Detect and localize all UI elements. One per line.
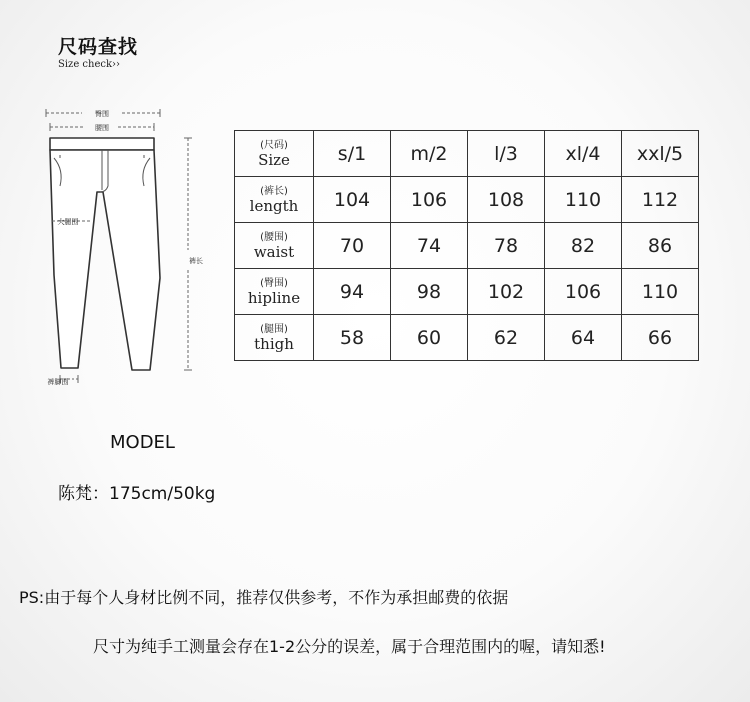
model-heading: MODEL <box>110 432 175 453</box>
disclaimer-note: PS:由于每个人身材比例不同，推荐仅供参考，不作为承担邮费的依据 <box>19 588 509 607</box>
table-cell: 110 <box>622 269 699 315</box>
table-cell: 102 <box>468 269 545 315</box>
table-cell: 82 <box>545 223 622 269</box>
size-label: xl/4 <box>545 131 622 177</box>
row-header <box>235 269 314 315</box>
table-cell: 98 <box>391 269 468 315</box>
hip-label: 臀围 <box>95 110 109 118</box>
table-cell: 110 <box>545 177 622 223</box>
row-header-en: hipline <box>247 288 301 307</box>
table-cell: 112 <box>622 177 699 223</box>
table-cell: 106 <box>545 269 622 315</box>
hipline-row <box>235 269 699 315</box>
waist-label: 腰围 <box>95 124 109 132</box>
table-cell: 94 <box>314 269 391 315</box>
size-header-en: Size <box>258 150 290 169</box>
length-row <box>235 177 699 223</box>
pants-diagram <box>20 100 220 400</box>
table-cell: 60 <box>391 315 468 361</box>
size-header-cn: (尺码) <box>260 139 288 151</box>
size-label: s/1 <box>314 131 391 177</box>
page-title: 尺码查找 <box>58 36 139 58</box>
row-header-en: waist <box>253 242 295 261</box>
table-cell: 74 <box>391 223 468 269</box>
row-header-cn: (裤长) <box>260 185 288 197</box>
row-header <box>235 223 314 269</box>
size-table <box>234 130 699 361</box>
size-label: m/2 <box>391 131 468 177</box>
table-cell: 58 <box>314 315 391 361</box>
table-cell: 70 <box>314 223 391 269</box>
size-label: l/3 <box>468 131 545 177</box>
table-cell: 66 <box>622 315 699 361</box>
row-header <box>235 315 314 361</box>
measurement-note: 尺寸为纯手工测量会存在1-2公分的误差，属于合理范围内的喔，请知悉! <box>93 637 606 656</box>
page-subtitle: Size check›› <box>58 59 121 70</box>
table-cell: 106 <box>391 177 468 223</box>
row-header <box>235 177 314 223</box>
size-header-row <box>235 131 699 177</box>
thigh-row <box>235 315 699 361</box>
row-header-en: thigh <box>254 334 294 353</box>
table-cell: 64 <box>545 315 622 361</box>
table-cell: 86 <box>622 223 699 269</box>
length-measure <box>184 138 192 370</box>
size-label: xxl/5 <box>622 131 699 177</box>
table-cell: 78 <box>468 223 545 269</box>
table-cell: 108 <box>468 177 545 223</box>
row-header-en: length <box>249 196 299 215</box>
table-cell: 104 <box>314 177 391 223</box>
thigh-label: 大腿围 <box>57 218 79 226</box>
waist-row <box>235 223 699 269</box>
table-cell: 62 <box>468 315 545 361</box>
size-header-cell <box>235 131 314 177</box>
hem-label: 裤脚围 <box>47 378 69 386</box>
row-header-cn: (腰围) <box>260 231 288 243</box>
row-header-cn: (臀围) <box>260 277 288 289</box>
model-info: 陈梵：175cm/50kg <box>58 484 216 504</box>
length-label: 裤长 <box>189 257 203 265</box>
row-header-cn: (腿围) <box>260 323 288 335</box>
